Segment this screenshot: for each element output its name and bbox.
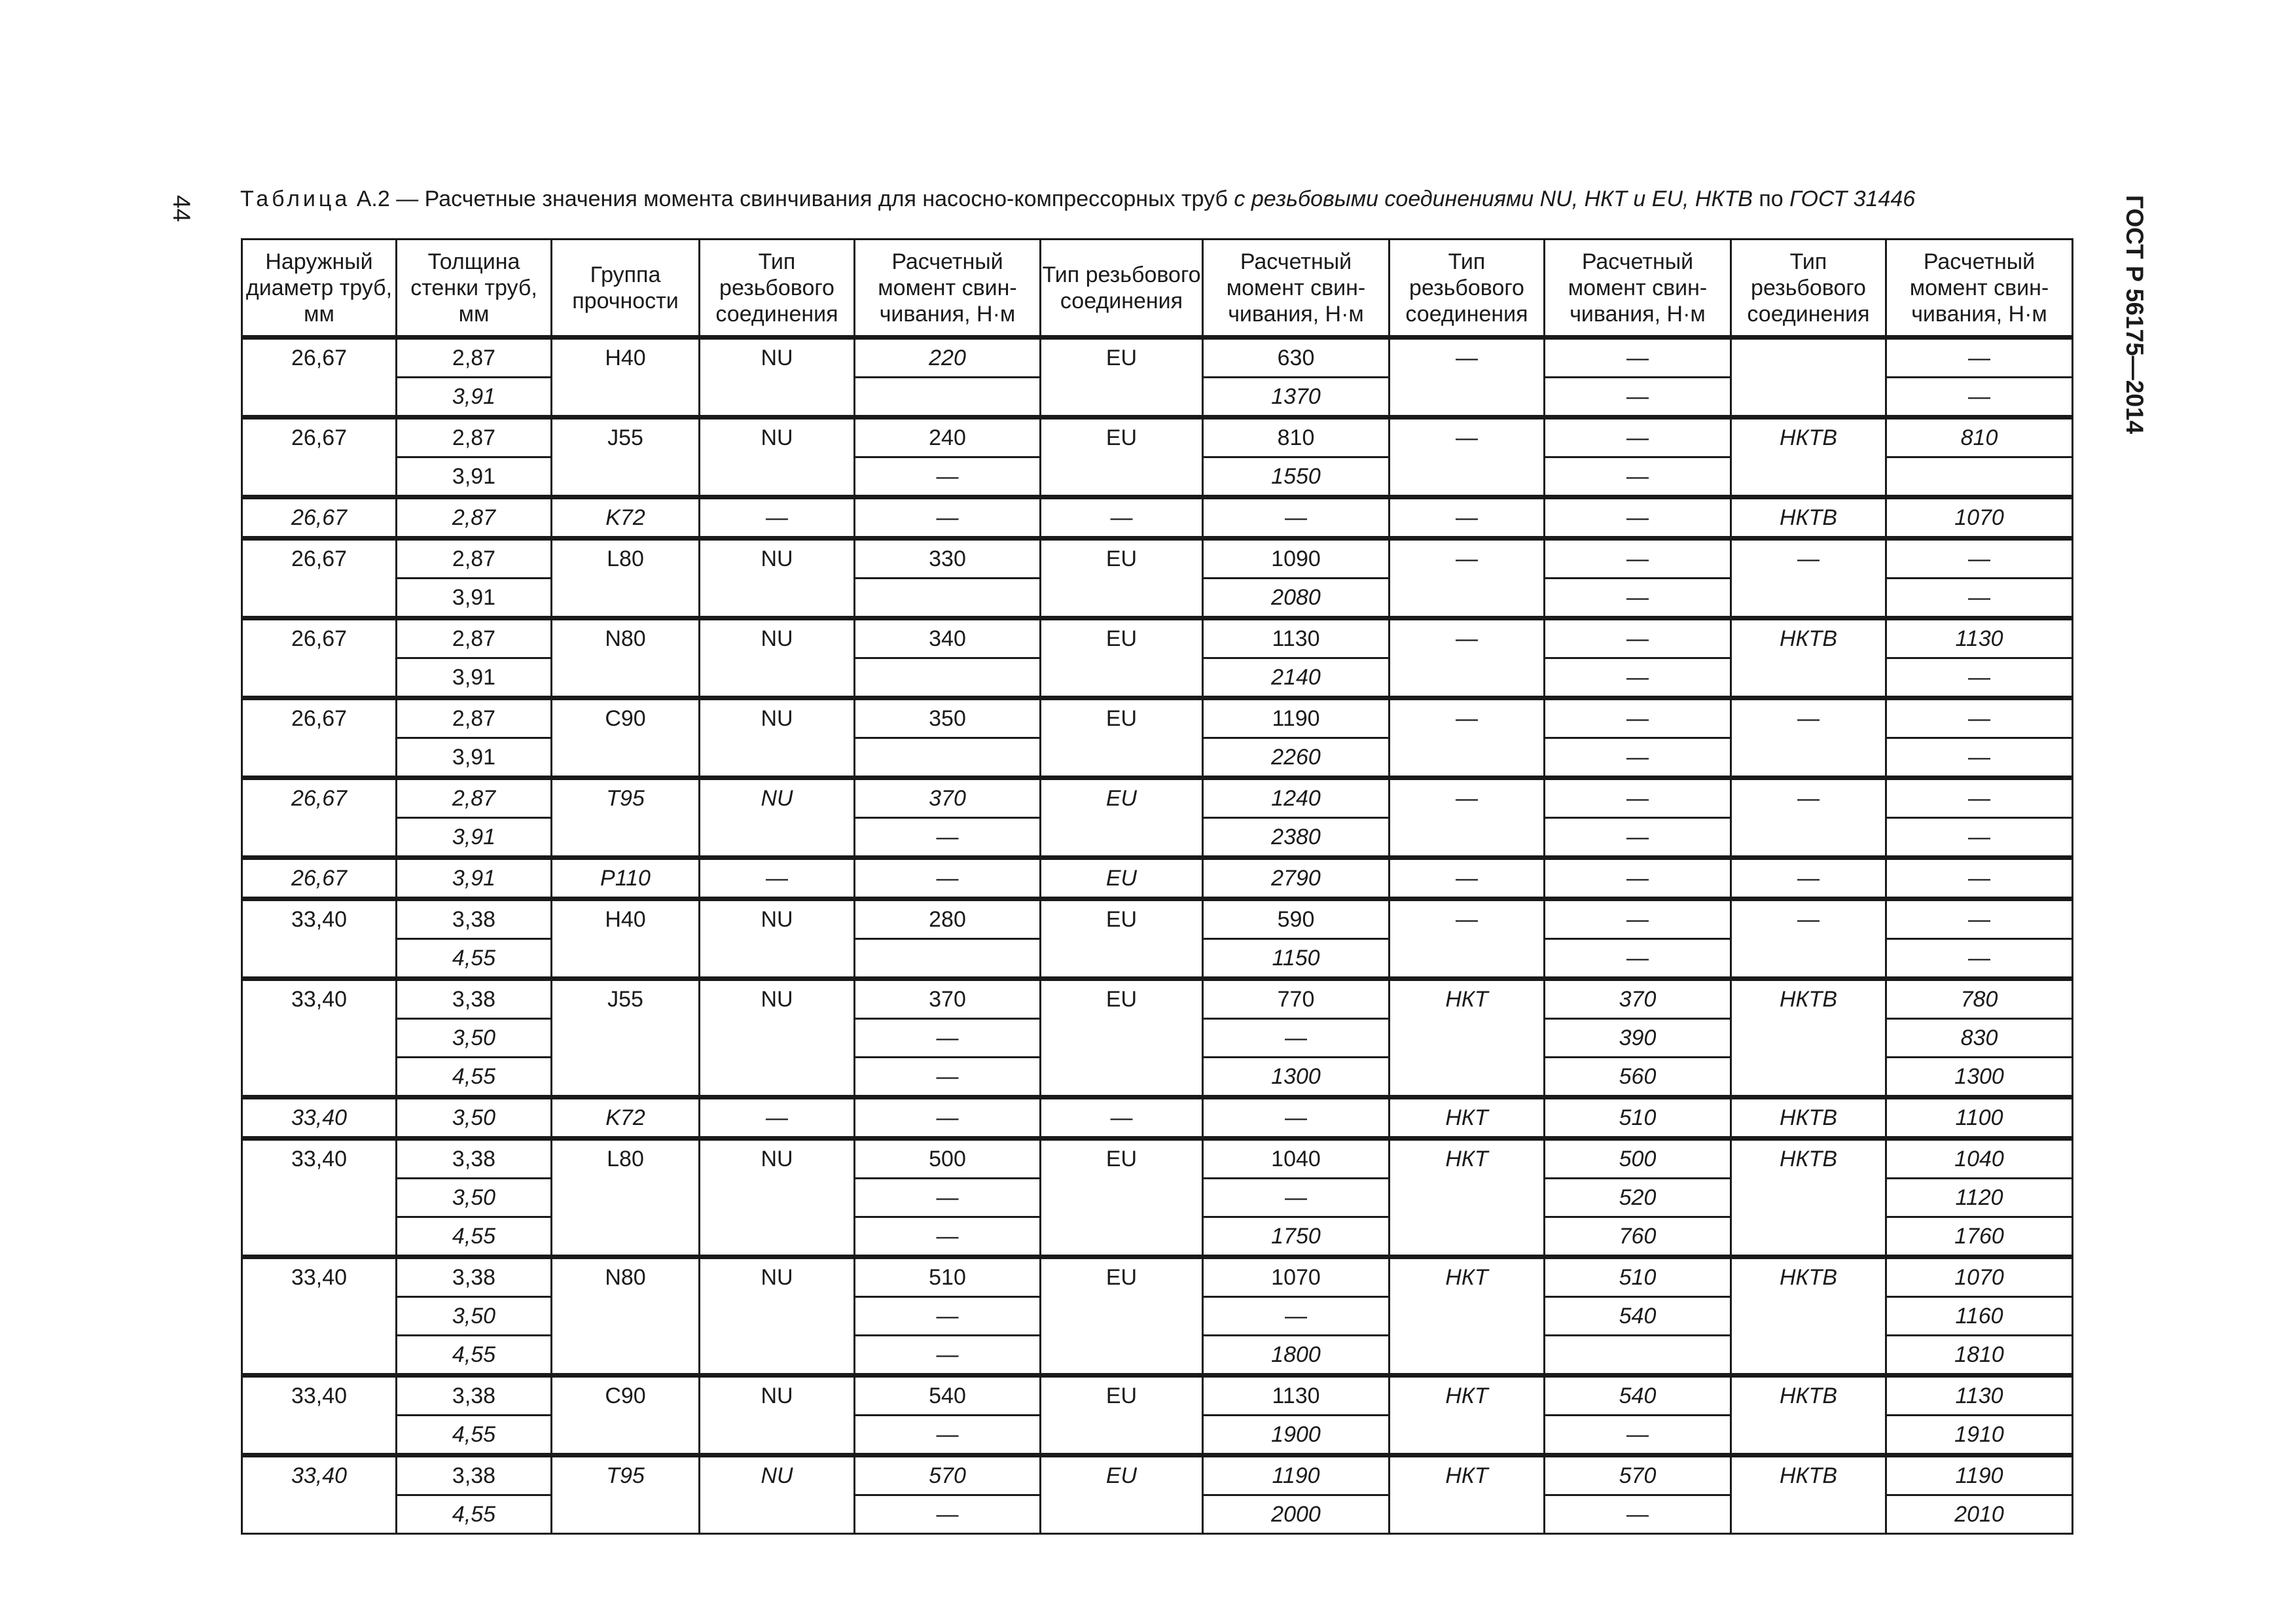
header-cell: Тип резьбового соединения	[700, 240, 855, 338]
strength-grade-cell: C90	[552, 1376, 700, 1455]
torque-nkt-cell: —	[1545, 1416, 1731, 1455]
torque-nktv-cell: 1070	[1886, 497, 2073, 539]
torque-eu-cell: 2380	[1203, 818, 1390, 858]
torque-nkt-cell: 760	[1545, 1217, 1731, 1257]
torque-nktv-cell: 1160	[1886, 1297, 2073, 1336]
table-row	[242, 618, 2073, 658]
torque-nu-cell: —	[855, 1019, 1041, 1058]
torque-nkt-cell: —	[1545, 738, 1731, 778]
thread-type-nkt-cell: НКТ	[1390, 1455, 1545, 1534]
torque-eu-cell: 1300	[1203, 1058, 1390, 1097]
table-body	[242, 338, 2073, 1534]
torque-nu-cell: —	[855, 457, 1041, 497]
page-number: 44	[168, 195, 195, 223]
wall-thickness-cell: 3,91	[397, 818, 552, 858]
thread-type-nkt-cell: —	[1390, 899, 1545, 979]
torque-eu-cell: 1090	[1203, 539, 1390, 579]
table-header-row	[242, 240, 2073, 338]
torque-eu-cell: 1150	[1203, 939, 1390, 979]
thread-type-nu-cell: NU	[700, 1257, 855, 1376]
torque-nkt-cell: —	[1545, 658, 1731, 698]
thread-type-nktv-cell	[1731, 338, 1886, 418]
caption-label: Таблица	[240, 187, 351, 211]
strength-grade-cell: H40	[552, 338, 700, 418]
torque-nkt-cell: 370	[1545, 979, 1731, 1019]
wall-thickness-cell: 2,87	[397, 698, 552, 738]
wall-thickness-cell: 3,91	[397, 378, 552, 418]
torque-eu-cell: —	[1203, 1179, 1390, 1217]
torque-nkt-cell: 510	[1545, 1097, 1731, 1139]
strength-grade-cell: J55	[552, 418, 700, 497]
table-row	[242, 539, 2073, 579]
torque-nkt-cell: —	[1545, 338, 1731, 378]
torque-nkt-cell	[1545, 1336, 1731, 1376]
caption-title: А.2 — Расчетные значения момента свинчивания для насосно-компрессорных труб	[350, 187, 1234, 211]
outer-diameter-cell: 26,67	[242, 418, 397, 497]
wall-thickness-cell: 2,87	[397, 338, 552, 378]
torque-nkt-cell: —	[1545, 539, 1731, 579]
torque-eu-cell: —	[1203, 1297, 1390, 1336]
torque-nktv-cell: 1760	[1886, 1217, 2073, 1257]
wall-thickness-cell: 3,91	[397, 658, 552, 698]
wall-thickness-cell: 3,91	[397, 457, 552, 497]
thread-type-nktv-cell: НКТВ	[1731, 979, 1886, 1097]
table-row	[242, 418, 2073, 457]
torque-nu-cell	[855, 378, 1041, 418]
thread-type-nkt-cell: —	[1390, 539, 1545, 618]
wall-thickness-cell: 3,50	[397, 1297, 552, 1336]
torque-eu-cell: 1070	[1203, 1257, 1390, 1297]
table-row	[242, 1139, 2073, 1179]
thread-type-nktv-cell: НКТВ	[1731, 1376, 1886, 1455]
torque-eu-cell: 2000	[1203, 1495, 1390, 1534]
torque-eu-cell: 1130	[1203, 618, 1390, 658]
thread-type-eu-cell: EU	[1041, 858, 1203, 899]
torque-nktv-cell: 1130	[1886, 618, 2073, 658]
torque-nktv-cell: 1130	[1886, 1376, 2073, 1416]
torque-eu-cell: —	[1203, 497, 1390, 539]
thread-type-nktv-cell: —	[1731, 858, 1886, 899]
header-cell: Группа прочности	[552, 240, 700, 338]
outer-diameter-cell: 33,40	[242, 1455, 397, 1534]
thread-type-nkt-cell: —	[1390, 858, 1545, 899]
wall-thickness-cell: 3,50	[397, 1019, 552, 1058]
wall-thickness-cell: 3,38	[397, 1257, 552, 1297]
header-cell: Расчетный момент свин-чивания, Н·м	[1203, 240, 1390, 338]
torque-eu-cell: 810	[1203, 418, 1390, 457]
thread-type-eu-cell: EU	[1041, 338, 1203, 418]
torque-nktv-cell: —	[1886, 539, 2073, 579]
table-row	[242, 1376, 2073, 1416]
torque-nkt-cell: —	[1545, 418, 1731, 457]
torque-nu-cell: —	[855, 858, 1041, 899]
torque-nktv-cell: —	[1886, 698, 2073, 738]
thread-type-nu-cell: NU	[700, 618, 855, 698]
torque-nktv-cell: 810	[1886, 418, 2073, 457]
torque-nkt-cell: 540	[1545, 1297, 1731, 1336]
outer-diameter-cell: 26,67	[242, 778, 397, 858]
table-row	[242, 698, 2073, 738]
wall-thickness-cell: 3,38	[397, 1139, 552, 1179]
thread-type-nktv-cell: —	[1731, 539, 1886, 618]
wall-thickness-cell: 2,87	[397, 778, 552, 818]
table-row	[242, 338, 2073, 378]
thread-type-nktv-cell: —	[1731, 899, 1886, 979]
thread-type-nu-cell: —	[700, 497, 855, 539]
wall-thickness-cell: 2,87	[397, 497, 552, 539]
torque-nktv-cell: 1190	[1886, 1455, 2073, 1495]
outer-diameter-cell: 26,67	[242, 338, 397, 418]
torque-nu-cell: 540	[855, 1376, 1041, 1416]
torque-nu-cell: —	[855, 1217, 1041, 1257]
torque-nktv-cell: —	[1886, 338, 2073, 378]
wall-thickness-cell: 3,50	[397, 1097, 552, 1139]
torque-nktv-cell: —	[1886, 899, 2073, 939]
thread-type-nu-cell: NU	[700, 698, 855, 778]
thread-type-nkt-cell: НКТ	[1390, 1097, 1545, 1139]
torque-nu-cell: —	[855, 818, 1041, 858]
torque-nktv-cell: 1300	[1886, 1058, 2073, 1097]
torque-eu-cell: 1040	[1203, 1139, 1390, 1179]
torque-eu-cell: 2790	[1203, 858, 1390, 899]
torque-nu-cell: 500	[855, 1139, 1041, 1179]
torque-nktv-cell: —	[1886, 579, 2073, 618]
torque-nkt-cell: —	[1545, 818, 1731, 858]
thread-type-nktv-cell: НКТВ	[1731, 418, 1886, 497]
wall-thickness-cell: 2,87	[397, 539, 552, 579]
strength-grade-cell: K72	[552, 497, 700, 539]
torque-eu-cell: 2260	[1203, 738, 1390, 778]
torque-nkt-cell: —	[1545, 899, 1731, 939]
torque-nkt-cell: 520	[1545, 1179, 1731, 1217]
torque-eu-cell: 590	[1203, 899, 1390, 939]
outer-diameter-cell: 33,40	[242, 1139, 397, 1257]
strength-grade-cell: N80	[552, 618, 700, 698]
torque-nu-cell	[855, 939, 1041, 979]
header-cell: Тип резьбового соединения	[1390, 240, 1545, 338]
wall-thickness-cell: 3,38	[397, 899, 552, 939]
torque-nu-cell: 340	[855, 618, 1041, 658]
torque-eu-cell: 1240	[1203, 778, 1390, 818]
thread-type-nu-cell: NU	[700, 979, 855, 1097]
thread-type-nktv-cell: НКТВ	[1731, 1257, 1886, 1376]
thread-type-eu-cell: —	[1041, 497, 1203, 539]
thread-type-nkt-cell: НКТ	[1390, 1139, 1545, 1257]
thread-type-nkt-cell: —	[1390, 698, 1545, 778]
torque-eu-cell: 1550	[1203, 457, 1390, 497]
torque-nktv-cell: 2010	[1886, 1495, 2073, 1534]
thread-type-nkt-cell: —	[1390, 618, 1545, 698]
torque-table	[241, 238, 2073, 1535]
torque-nu-cell: 330	[855, 539, 1041, 579]
thread-type-eu-cell: EU	[1041, 1455, 1203, 1534]
strength-grade-cell: T95	[552, 778, 700, 858]
header-cell: Тип резьбового соединения	[1041, 240, 1203, 338]
thread-type-eu-cell: EU	[1041, 618, 1203, 698]
torque-eu-cell: 770	[1203, 979, 1390, 1019]
caption-reference: ГОСТ 31446	[1789, 187, 1916, 211]
torque-nktv-cell: 1120	[1886, 1179, 2073, 1217]
thread-type-nu-cell: NU	[700, 778, 855, 858]
torque-nkt-cell: —	[1545, 1495, 1731, 1534]
torque-eu-cell: 1130	[1203, 1376, 1390, 1416]
outer-diameter-cell: 26,67	[242, 539, 397, 618]
strength-grade-cell: K72	[552, 1097, 700, 1139]
torque-nktv-cell: 1070	[1886, 1257, 2073, 1297]
torque-nktv-cell	[1886, 457, 2073, 497]
table-row	[242, 979, 2073, 1019]
caption-mid: по	[1752, 187, 1790, 211]
thread-type-nktv-cell: НКТВ	[1731, 1139, 1886, 1257]
thread-type-nkt-cell: НКТ	[1390, 979, 1545, 1097]
table-caption	[240, 187, 1915, 212]
thread-type-nktv-cell: НКТВ	[1731, 1097, 1886, 1139]
table-row	[242, 858, 2073, 899]
torque-nu-cell: —	[855, 1297, 1041, 1336]
header-cell: Расчетный момент свин-чивания, Н·м	[855, 240, 1041, 338]
torque-nu-cell: —	[855, 1495, 1041, 1534]
header-cell: Расчетный момент свин-чивания, Н·м	[1886, 240, 2073, 338]
table-row	[242, 1097, 2073, 1139]
torque-nu-cell: —	[855, 1416, 1041, 1455]
outer-diameter-cell: 26,67	[242, 858, 397, 899]
torque-nu-cell	[855, 658, 1041, 698]
torque-nkt-cell: —	[1545, 778, 1731, 818]
thread-type-nu-cell: —	[700, 1097, 855, 1139]
thread-type-eu-cell: —	[1041, 1097, 1203, 1139]
torque-eu-cell: 1190	[1203, 1455, 1390, 1495]
torque-nkt-cell: 390	[1545, 1019, 1731, 1058]
table-row	[242, 778, 2073, 818]
thread-type-nu-cell: NU	[700, 1376, 855, 1455]
table-row	[242, 899, 2073, 939]
torque-nu-cell: —	[855, 1336, 1041, 1376]
torque-eu-cell: —	[1203, 1097, 1390, 1139]
torque-eu-cell: 630	[1203, 338, 1390, 378]
torque-nu-cell: 280	[855, 899, 1041, 939]
thread-type-nkt-cell: —	[1390, 497, 1545, 539]
torque-nu-cell: 510	[855, 1257, 1041, 1297]
torque-nu-cell: —	[855, 1097, 1041, 1139]
thread-type-eu-cell: EU	[1041, 539, 1203, 618]
caption-italic-part: с резьбовыми соединениями NU, НКТ и EU, НКТВ	[1234, 187, 1753, 211]
torque-nkt-cell: 510	[1545, 1257, 1731, 1297]
torque-nktv-cell: —	[1886, 738, 2073, 778]
outer-diameter-cell: 33,40	[242, 1097, 397, 1139]
thread-type-nu-cell: NU	[700, 1455, 855, 1534]
torque-nktv-cell: 1040	[1886, 1139, 2073, 1179]
thread-type-nu-cell: NU	[700, 418, 855, 497]
strength-grade-cell: T95	[552, 1455, 700, 1534]
torque-nu-cell	[855, 738, 1041, 778]
thread-type-nkt-cell: —	[1390, 338, 1545, 418]
outer-diameter-cell: 33,40	[242, 1257, 397, 1376]
strength-grade-cell: H40	[552, 899, 700, 979]
wall-thickness-cell: 3,91	[397, 579, 552, 618]
wall-thickness-cell: 4,55	[397, 1058, 552, 1097]
standard-designation: ГОСТ Р 56175—2014	[2121, 195, 2148, 435]
table-row	[242, 1455, 2073, 1495]
outer-diameter-cell: 33,40	[242, 899, 397, 979]
table-row	[242, 497, 2073, 539]
wall-thickness-cell: 3,38	[397, 1376, 552, 1416]
torque-nktv-cell: 830	[1886, 1019, 2073, 1058]
thread-type-eu-cell: EU	[1041, 979, 1203, 1097]
torque-nkt-cell: —	[1545, 457, 1731, 497]
strength-grade-cell: C90	[552, 698, 700, 778]
table-row	[242, 1257, 2073, 1297]
torque-eu-cell: 2140	[1203, 658, 1390, 698]
torque-nktv-cell: —	[1886, 858, 2073, 899]
torque-nktv-cell: —	[1886, 378, 2073, 418]
torque-nkt-cell: —	[1545, 939, 1731, 979]
torque-nu-cell: 570	[855, 1455, 1041, 1495]
torque-nkt-cell: —	[1545, 698, 1731, 738]
thread-type-eu-cell: EU	[1041, 778, 1203, 858]
strength-grade-cell: J55	[552, 979, 700, 1097]
wall-thickness-cell: 3,91	[397, 858, 552, 899]
torque-eu-cell: —	[1203, 1019, 1390, 1058]
torque-nktv-cell: —	[1886, 818, 2073, 858]
torque-nktv-cell: 1910	[1886, 1416, 2073, 1455]
torque-nktv-cell: 1810	[1886, 1336, 2073, 1376]
thread-type-nktv-cell: НКТВ	[1731, 497, 1886, 539]
torque-nktv-cell: 1100	[1886, 1097, 2073, 1139]
torque-nkt-cell: —	[1545, 378, 1731, 418]
strength-grade-cell: L80	[552, 539, 700, 618]
thread-type-nktv-cell: —	[1731, 698, 1886, 778]
torque-nkt-cell: 500	[1545, 1139, 1731, 1179]
thread-type-nkt-cell: —	[1390, 418, 1545, 497]
outer-diameter-cell: 26,67	[242, 698, 397, 778]
thread-type-nu-cell: —	[700, 858, 855, 899]
torque-nkt-cell: 560	[1545, 1058, 1731, 1097]
thread-type-eu-cell: EU	[1041, 1257, 1203, 1376]
wall-thickness-cell: 3,38	[397, 1455, 552, 1495]
header-cell: Толщина стенки труб, мм	[397, 240, 552, 338]
thread-type-nktv-cell: НКТВ	[1731, 618, 1886, 698]
thread-type-nu-cell: NU	[700, 1139, 855, 1257]
torque-nktv-cell: —	[1886, 658, 2073, 698]
torque-nkt-cell: —	[1545, 618, 1731, 658]
thread-type-nkt-cell: НКТ	[1390, 1376, 1545, 1455]
wall-thickness-cell: 4,55	[397, 1217, 552, 1257]
torque-eu-cell: 1800	[1203, 1336, 1390, 1376]
thread-type-nkt-cell: —	[1390, 778, 1545, 858]
torque-eu-cell: 1900	[1203, 1416, 1390, 1455]
torque-nu-cell: 220	[855, 338, 1041, 378]
thread-type-eu-cell: EU	[1041, 1376, 1203, 1455]
torque-eu-cell: 1750	[1203, 1217, 1390, 1257]
thread-type-eu-cell: EU	[1041, 1139, 1203, 1257]
thread-type-eu-cell: EU	[1041, 418, 1203, 497]
wall-thickness-cell: 2,87	[397, 418, 552, 457]
torque-nktv-cell: 780	[1886, 979, 2073, 1019]
strength-grade-cell: L80	[552, 1139, 700, 1257]
torque-eu-cell: 1190	[1203, 698, 1390, 738]
wall-thickness-cell: 4,55	[397, 939, 552, 979]
torque-nu-cell: 350	[855, 698, 1041, 738]
torque-nkt-cell: —	[1545, 579, 1731, 618]
outer-diameter-cell: 33,40	[242, 979, 397, 1097]
torque-nkt-cell: —	[1545, 497, 1731, 539]
torque-nkt-cell: 540	[1545, 1376, 1731, 1416]
torque-nu-cell: 240	[855, 418, 1041, 457]
thread-type-nkt-cell: НКТ	[1390, 1257, 1545, 1376]
torque-nu-cell: 370	[855, 979, 1041, 1019]
outer-diameter-cell: 26,67	[242, 618, 397, 698]
header-cell: Наружный диаметр труб, мм	[242, 240, 397, 338]
torque-nu-cell: —	[855, 497, 1041, 539]
thread-type-nu-cell: NU	[700, 338, 855, 418]
wall-thickness-cell: 3,91	[397, 738, 552, 778]
thread-type-nu-cell: NU	[700, 899, 855, 979]
torque-eu-cell: 2080	[1203, 579, 1390, 618]
outer-diameter-cell: 26,67	[242, 497, 397, 539]
torque-nu-cell: —	[855, 1179, 1041, 1217]
thread-type-nktv-cell: —	[1731, 778, 1886, 858]
wall-thickness-cell: 4,55	[397, 1416, 552, 1455]
torque-eu-cell: 1370	[1203, 378, 1390, 418]
torque-nktv-cell: —	[1886, 778, 2073, 818]
torque-nu-cell: —	[855, 1058, 1041, 1097]
torque-nktv-cell: —	[1886, 939, 2073, 979]
torque-nu-cell	[855, 579, 1041, 618]
wall-thickness-cell: 3,50	[397, 1179, 552, 1217]
strength-grade-cell: P110	[552, 858, 700, 899]
thread-type-eu-cell: EU	[1041, 899, 1203, 979]
header-cell: Расчетный момент свин-чивания, Н·м	[1545, 240, 1731, 338]
torque-nu-cell: 370	[855, 778, 1041, 818]
torque-nkt-cell: —	[1545, 858, 1731, 899]
thread-type-nktv-cell: НКТВ	[1731, 1455, 1886, 1534]
torque-nkt-cell: 570	[1545, 1455, 1731, 1495]
wall-thickness-cell: 4,55	[397, 1495, 552, 1534]
wall-thickness-cell: 2,87	[397, 618, 552, 658]
outer-diameter-cell: 33,40	[242, 1376, 397, 1455]
thread-type-nu-cell: NU	[700, 539, 855, 618]
thread-type-eu-cell: EU	[1041, 698, 1203, 778]
wall-thickness-cell: 3,38	[397, 979, 552, 1019]
wall-thickness-cell: 4,55	[397, 1336, 552, 1376]
header-cell: Тип резьбового соединения	[1731, 240, 1886, 338]
strength-grade-cell: N80	[552, 1257, 700, 1376]
